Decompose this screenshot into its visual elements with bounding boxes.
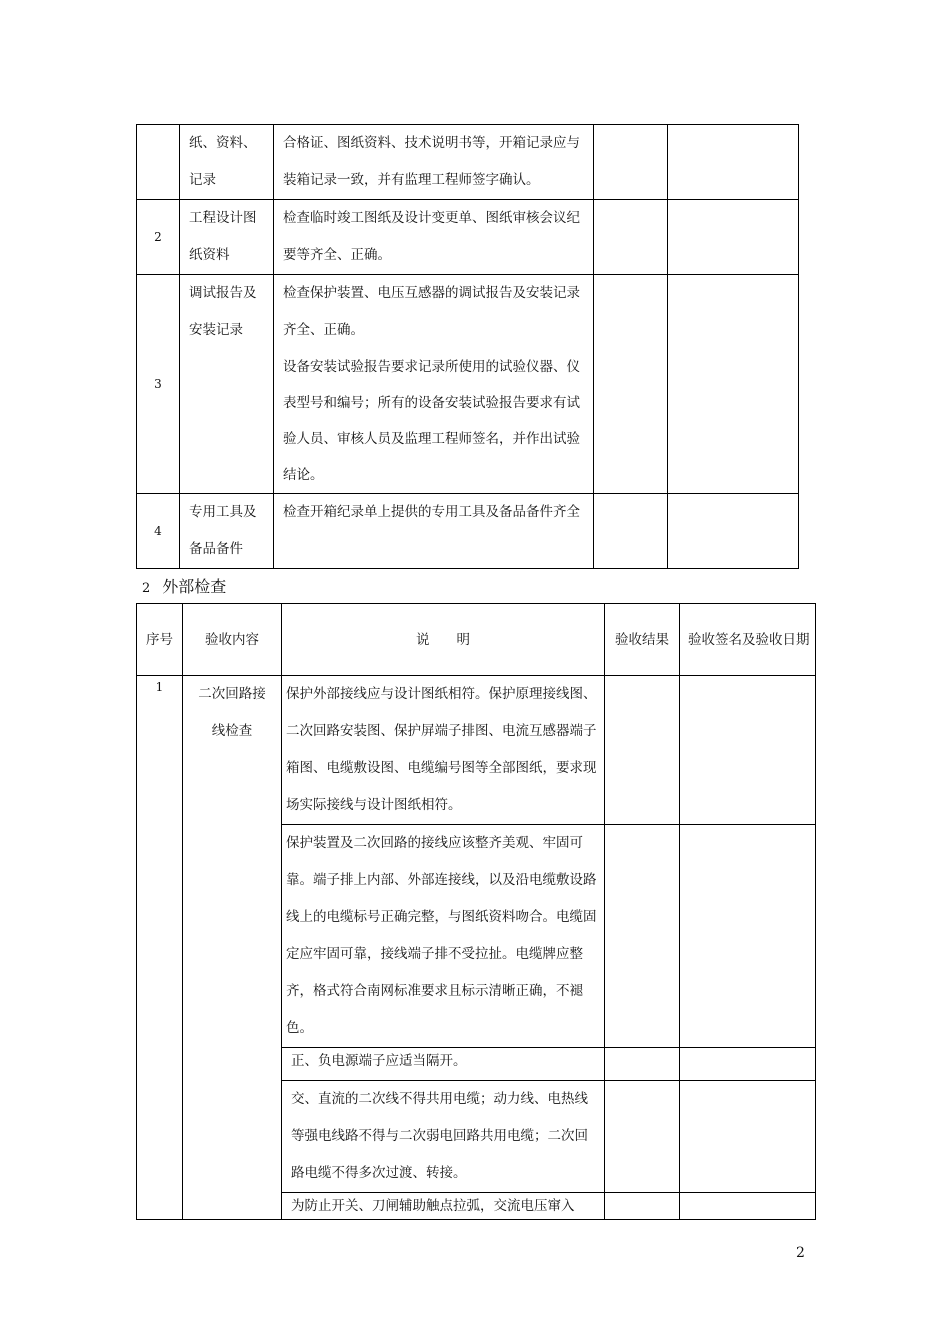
table-row bbox=[137, 125, 799, 200]
sign-cell bbox=[668, 200, 799, 275]
sign-cell bbox=[680, 1193, 816, 1220]
result-cell bbox=[605, 825, 680, 1048]
header-sign-date: 验收签名及验收日期 bbox=[680, 604, 816, 676]
result-cell bbox=[594, 494, 668, 569]
external-inspection-table bbox=[136, 603, 816, 1220]
result-cell bbox=[605, 1081, 680, 1193]
result-cell bbox=[605, 1048, 680, 1081]
row-description: 合格证、图纸资料、技术说明书等，开箱记录应与装箱记录一致，并有监理工程师签字确认。 bbox=[274, 125, 594, 200]
row-description: 保护装置及二次回路的接线应该整齐美观、牢固可靠。端子排上内部、外部连接线，以及沿电缆敷设路线上的电缆标号正确完整，与图纸资料吻合。电缆固定应牢固可靠，接线端子排不受拉扯。电缆牌应整齐，格式符合南网标准要求且标示清晰正确，不褪色。 bbox=[282, 825, 605, 1048]
table-row bbox=[137, 676, 816, 825]
page-number: 2 bbox=[796, 1245, 805, 1261]
sign-cell bbox=[680, 825, 816, 1048]
row-number: 2 bbox=[137, 200, 180, 275]
row-description: 保护外部接线应与设计图纸相符。保护原理接线图、二次回路安装图、保护屏端子排图、电流互感器端子箱图、电缆敷设图、电缆编号图等全部图纸，要求现场实际接线与设计图纸相符。 bbox=[282, 676, 605, 825]
group-number: 1 bbox=[137, 676, 183, 1220]
table-row bbox=[137, 275, 799, 494]
group-item: 二次回路接线检查 bbox=[183, 676, 282, 1220]
row-description-para2: 设备安装试验报告要求记录所使用的试验仪器、仪表型号和编号；所有的设备安装试验报告要求有试验人员、审核人员及监理工程师签名，并作出试验结论。 bbox=[283, 359, 580, 483]
row-description: 正、负电源端子应适当隔开。 bbox=[282, 1048, 605, 1081]
sign-cell bbox=[680, 1081, 816, 1193]
result-cell bbox=[605, 1193, 680, 1220]
header-description: 说 明 bbox=[282, 604, 605, 676]
sign-cell bbox=[680, 1048, 816, 1081]
table-header-row bbox=[137, 604, 816, 676]
row-description bbox=[274, 275, 594, 494]
sign-cell bbox=[680, 676, 816, 825]
sign-cell bbox=[668, 494, 799, 569]
row-item: 纸、资料、记录 bbox=[180, 125, 274, 200]
row-description-para1: 检查保护装置、电压互感器的调试报告及安装记录齐全、正确。 bbox=[283, 285, 580, 338]
table-row bbox=[137, 494, 799, 569]
row-number: 4 bbox=[137, 494, 180, 569]
row-description: 为防止开关、刀闸辅助触点拉弧，交流电压窜入 bbox=[282, 1193, 605, 1220]
sign-cell bbox=[668, 275, 799, 494]
sign-cell bbox=[668, 125, 799, 200]
row-number bbox=[137, 125, 180, 200]
table-row bbox=[137, 200, 799, 275]
row-item: 调试报告及安装记录 bbox=[180, 275, 274, 494]
result-cell bbox=[594, 275, 668, 494]
row-description: 交、直流的二次线不得共用电缆；动力线、电热线等强电线路不得与二次弱电回路共用电缆；二次回路电缆不得多次过渡、转接。 bbox=[282, 1081, 605, 1193]
acceptance-table-continued bbox=[136, 124, 799, 569]
section-heading bbox=[142, 576, 226, 600]
header-result: 验收结果 bbox=[605, 604, 680, 676]
result-cell bbox=[594, 200, 668, 275]
row-description: 检查开箱纪录单上提供的专用工具及备品备件齐全 bbox=[274, 494, 594, 569]
result-cell bbox=[594, 125, 668, 200]
header-content: 验收内容 bbox=[183, 604, 282, 676]
header-seq: 序号 bbox=[137, 604, 183, 676]
section-number: 2 bbox=[142, 581, 151, 596]
section-title: 外部检查 bbox=[162, 577, 227, 596]
result-cell bbox=[605, 676, 680, 825]
row-number: 3 bbox=[137, 275, 180, 494]
row-item: 专用工具及备品备件 bbox=[180, 494, 274, 569]
row-item: 工程设计图纸资料 bbox=[180, 200, 274, 275]
row-description: 检查临时竣工图纸及设计变更单、图纸审核会议纪要等齐全、正确。 bbox=[274, 200, 594, 275]
